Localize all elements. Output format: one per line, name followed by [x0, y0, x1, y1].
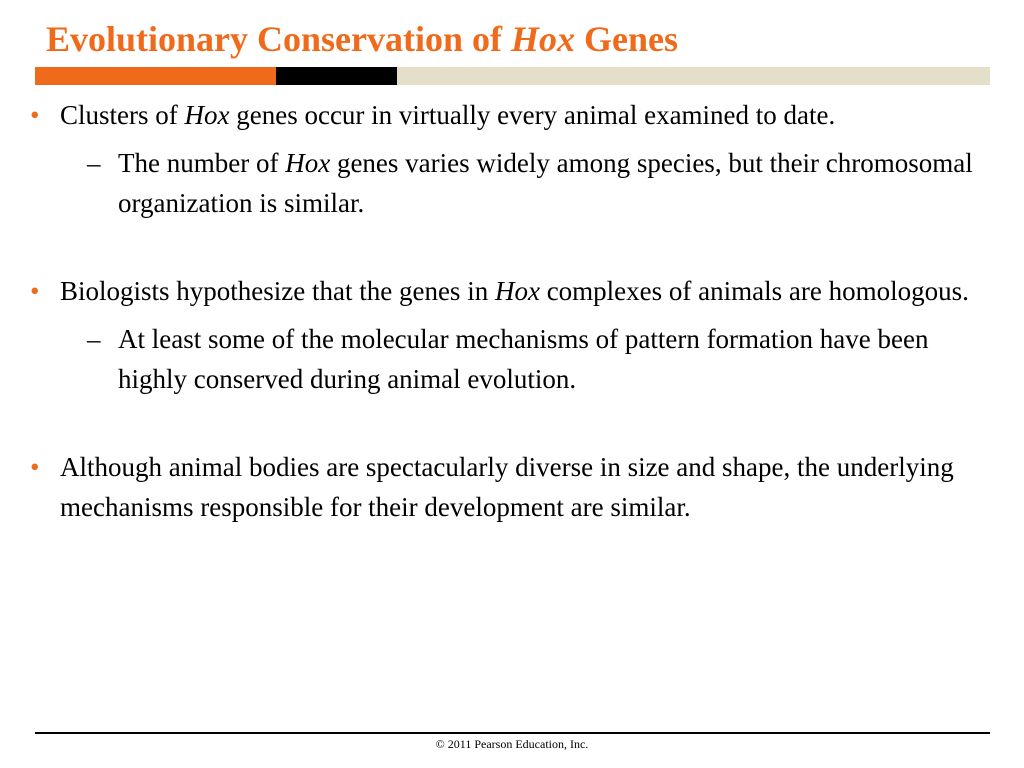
sub-bullet-text: At least some of the molecular mechanisms of pattern formation have been highly conserved during animal evolution. [118, 324, 929, 394]
bullet-marker: • [30, 452, 40, 482]
sub-bullet-text: genes varies widely among species, but their chromosomal organization is similar. [118, 148, 973, 218]
spacer [30, 399, 995, 447]
bullet-italic-text: Hox [494, 276, 540, 306]
slide-body [30, 95, 995, 527]
bullet-text: Biologists hypothesize that the genes in [60, 276, 495, 306]
bullet-text: complexes of animals are homologous. [539, 276, 969, 306]
accent-bar-black-segment [276, 67, 397, 85]
slide-title [46, 14, 678, 64]
bullet-item [30, 95, 995, 135]
bullet-italic-text: Hox [184, 100, 230, 130]
accent-bar-orange-segment [35, 67, 276, 85]
title-text-italic: Hox [511, 19, 576, 59]
title-accent-bar [35, 67, 990, 85]
accent-bar-tan-segment [397, 67, 990, 85]
bullet-text: Clusters of [60, 100, 185, 130]
sub-bullet-italic-text: Hox [285, 148, 331, 178]
sub-bullet-item [30, 319, 995, 399]
title-text-start: Evolutionary Conservation of [46, 19, 512, 59]
sub-bullet-marker: – [87, 324, 101, 354]
bullet-text: Although animal bodies are spectacularly diverse in size and shape, the underlying mechanisms responsible for their development are similar. [60, 452, 954, 522]
sub-bullet-marker: – [87, 148, 101, 178]
sub-bullet-item [30, 143, 995, 223]
title-text-end: Genes [575, 19, 679, 59]
bullet-item [30, 271, 995, 311]
bullet-marker: • [30, 100, 40, 130]
bullet-text: genes occur in virtually every animal examined to date. [229, 100, 836, 130]
spacer [30, 223, 995, 271]
bullet-item [30, 447, 995, 527]
copyright-footer: © 2011 Pearson Education, Inc. [435, 737, 589, 751]
bullet-marker: • [30, 276, 40, 306]
footer-divider [35, 732, 990, 734]
sub-bullet-text: The number of [118, 148, 286, 178]
